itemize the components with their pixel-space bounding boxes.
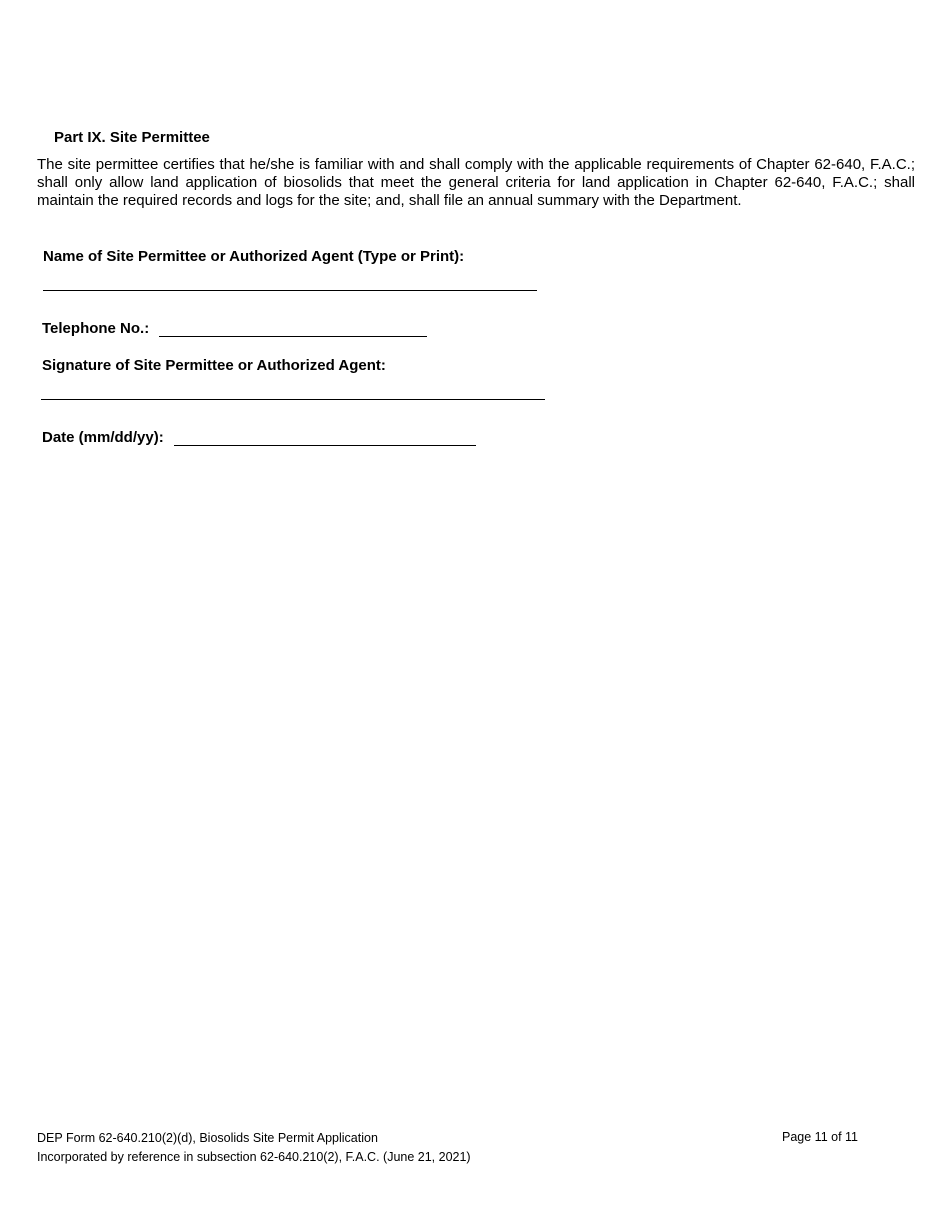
- name-field[interactable]: [43, 290, 537, 291]
- footer-form-name: DEP Form 62-640.210(2)(d), Biosolids Site Permit Application: [37, 1131, 378, 1145]
- signature-field[interactable]: [41, 399, 545, 400]
- name-label: Name of Site Permittee or Authorized Agent (Type or Print):: [43, 248, 465, 265]
- section-heading: Part IX. Site Permittee: [54, 129, 210, 146]
- telephone-label: Telephone No.:: [42, 320, 150, 337]
- date-field[interactable]: [174, 445, 476, 446]
- footer-reference: Incorporated by reference in subsection 62-640.210(2), F.A.C. (June 21, 2021): [37, 1150, 471, 1164]
- page-number: Page 11 of 11: [782, 1130, 858, 1144]
- date-label: Date (mm/dd/yy):: [42, 429, 164, 446]
- signature-label: Signature of Site Permittee or Authorized Agent:: [42, 357, 386, 374]
- certification-statement: The site permittee certifies that he/she is familiar with and shall comply with the applicable requirements of Chapter 62-640, F.A.C.; shall only allow land application of biosolids that meet the general criteria for land application in Chapter 62-640, F.A.C.; shall maintain the required records and logs for the site; and, shall file an annual summary with the Department.: [37, 156, 915, 209]
- telephone-field[interactable]: [159, 336, 427, 337]
